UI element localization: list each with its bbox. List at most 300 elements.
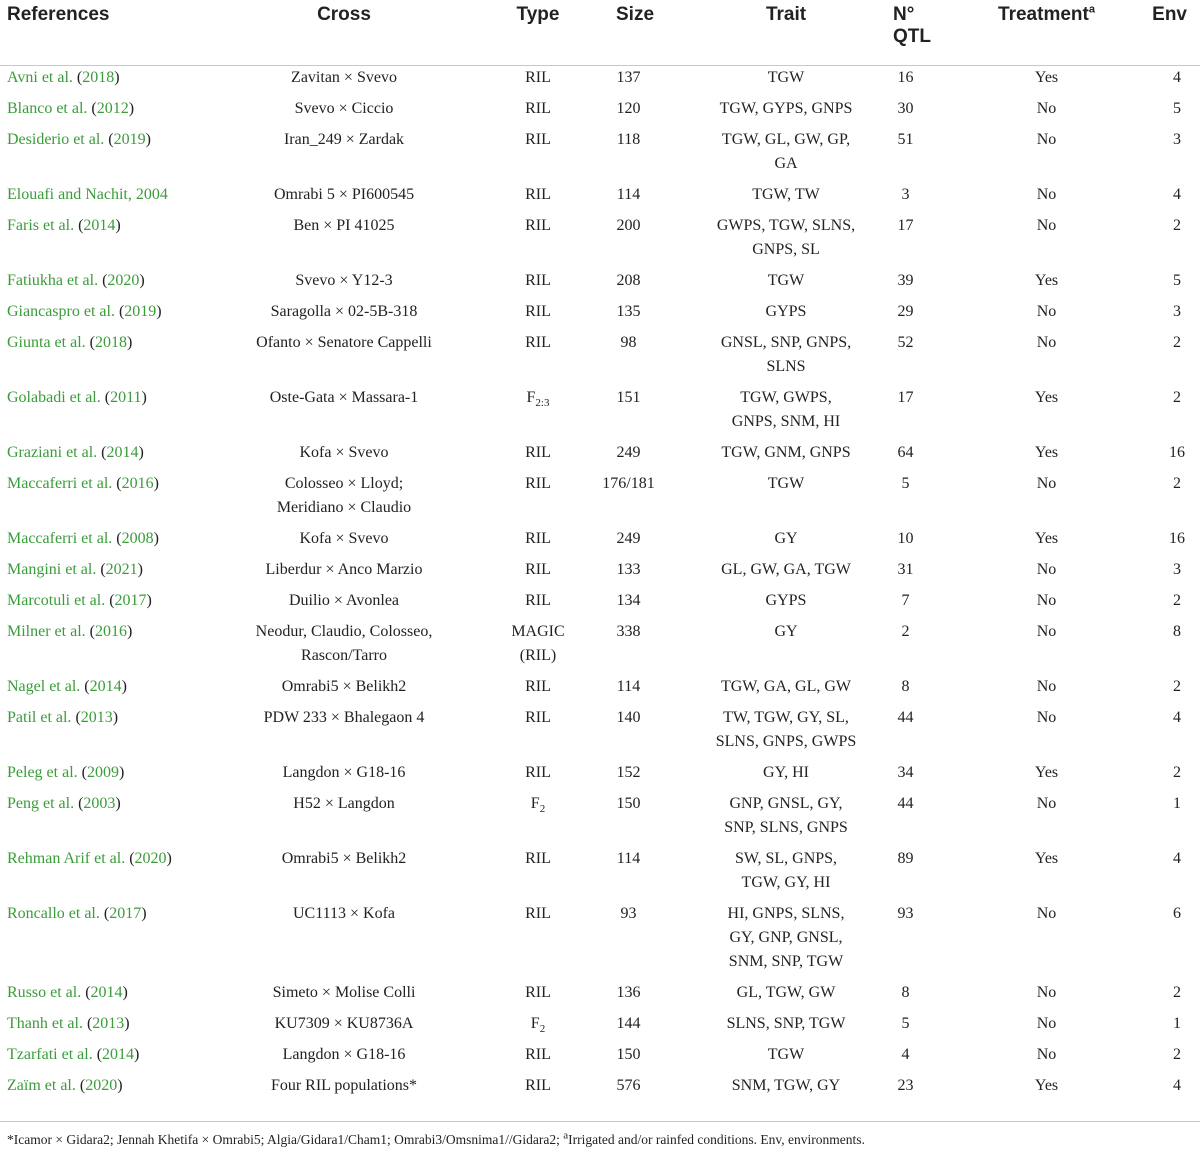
reference-authors: Mangini et al. — [7, 560, 97, 578]
paren-open: ( — [86, 1014, 93, 1032]
reference-cell — [0, 441, 228, 472]
size-cell: 576 — [616, 1076, 641, 1094]
trait-cell — [669, 675, 893, 706]
reference-year[interactable]: 2014 — [89, 677, 122, 695]
cell-line: F — [530, 794, 540, 812]
trait-cell — [669, 441, 893, 472]
env-cell: 8 — [1173, 622, 1181, 640]
cell-line: GA — [774, 154, 798, 172]
env-cell: 2 — [1173, 983, 1181, 1001]
header-size: Size — [616, 4, 655, 25]
reference-cell — [0, 97, 228, 128]
table-row — [0, 1012, 1200, 1043]
cell-line: RIL — [525, 185, 551, 203]
n-qtl-cell: 5 — [901, 1014, 910, 1032]
reference-link[interactable] — [7, 217, 121, 234]
table-row — [0, 792, 1200, 847]
reference-link[interactable] — [7, 709, 118, 726]
reference-authors: Milner et al. — [7, 622, 86, 640]
cell-line: Langdon × G18-16 — [282, 763, 406, 781]
reference-year[interactable]: 2020 — [85, 1076, 118, 1094]
cell-line: Ofanto × Senatore Cappelli — [256, 333, 432, 351]
cell-line: Liberdur × Anco Marzio — [265, 560, 423, 578]
cross-cell — [228, 792, 433, 847]
reference-year[interactable]: 2003 — [83, 794, 116, 812]
cell-line: RIL — [525, 216, 551, 234]
cell-line: F — [530, 1014, 540, 1032]
cross-cell — [228, 558, 433, 589]
paren-close: ) — [124, 1014, 130, 1032]
cell-line: RIL — [525, 1076, 551, 1094]
reference-year[interactable]: 2020 — [107, 271, 140, 289]
type-cell — [433, 472, 598, 527]
n-qtl-cell: 3 — [901, 185, 910, 203]
type-cell — [433, 847, 598, 902]
reference-link[interactable] — [7, 592, 152, 609]
env-cell: 1 — [1173, 1014, 1181, 1032]
trait-cell — [669, 902, 893, 981]
cell-line: Colosseo × Lloyd; — [284, 474, 404, 492]
reference-year[interactable]: 2013 — [80, 708, 113, 726]
reference-year[interactable]: 2018 — [82, 68, 115, 86]
cell-line: (RIL) — [519, 646, 557, 664]
n-qtl-cell: 52 — [897, 333, 914, 351]
treatment-cell: Yes — [1034, 443, 1059, 461]
table-row — [0, 472, 1200, 527]
n-qtl-cell: 39 — [897, 271, 914, 289]
type-cell — [433, 675, 598, 706]
size-cell: 133 — [616, 560, 641, 578]
cross-cell — [228, 183, 433, 214]
cross-cell — [228, 97, 433, 128]
reference-cell — [0, 386, 228, 441]
table-row — [0, 183, 1200, 214]
trait-cell — [669, 183, 893, 214]
n-qtl-cell: 4 — [901, 1045, 910, 1063]
cross-cell — [228, 675, 433, 706]
reference-year[interactable]: 2014 — [90, 983, 123, 1001]
cell-line: Simeto × Molise Colli — [272, 983, 416, 1001]
cell-line: GNPS, SNM, HI — [731, 412, 841, 430]
treatment-cell: Yes — [1034, 529, 1059, 547]
size-cell: 93 — [620, 904, 637, 922]
cell-line: Oste-Gata × Massara-1 — [269, 388, 419, 406]
paren-close: ) — [115, 794, 121, 812]
cross-cell — [228, 386, 433, 441]
cell-line: F — [526, 388, 536, 406]
cell-line: RIL — [525, 708, 551, 726]
reference-link[interactable] — [7, 1046, 139, 1063]
paren-close: ) — [139, 271, 145, 289]
paren-open: ( — [108, 130, 114, 148]
footnote-text-1: *Icamor × Gidara2; Jennah Khetifa × Omrabi5; Algia/Gidara1/Cham1; Omrabi3/Omsnima1//Gidara2; — [7, 1132, 564, 1147]
n-qtl-cell: 30 — [897, 99, 914, 117]
reference-link[interactable] — [7, 1077, 123, 1094]
env-cell: 4 — [1173, 708, 1181, 726]
cell-line: RIL — [525, 763, 551, 781]
paren-open: ( — [103, 904, 110, 922]
cross-cell — [228, 269, 433, 300]
reference-year[interactable]: 2017 — [109, 904, 142, 922]
env-cell: 2 — [1173, 474, 1181, 492]
cross-cell — [228, 761, 433, 792]
paren-open: ( — [91, 99, 97, 117]
cell-line: Langdon × G18-16 — [282, 1045, 406, 1063]
reference-link[interactable] — [7, 131, 151, 148]
cell-line: RIL — [525, 591, 551, 609]
paren-close: ) — [153, 529, 159, 547]
reference-cell — [0, 761, 228, 792]
reference-link[interactable] — [7, 272, 145, 289]
reference-year[interactable]: 2014 — [83, 216, 116, 234]
cell-line: Iran_249 × Zardak — [283, 130, 405, 148]
paren-open: ( — [76, 68, 83, 86]
reference-authors: Marcotuli et al. — [7, 591, 106, 609]
cell-line: TGW, GNM, GNPS — [721, 443, 851, 461]
reference-link[interactable] — [7, 795, 121, 812]
cross-cell — [228, 65, 433, 97]
size-cell: 249 — [616, 529, 641, 547]
reference-cell — [0, 1012, 228, 1043]
trait-cell — [669, 527, 893, 558]
reference-link[interactable] — [7, 623, 132, 640]
table-body — [0, 65, 1200, 1105]
paren-close: ) — [115, 216, 121, 234]
cell-line: HI, GNPS, SLNS, — [727, 904, 845, 922]
cell-line: Kofa × Svevo — [299, 529, 389, 547]
cell-line: RIL — [525, 904, 551, 922]
reference-year[interactable]: 2013 — [92, 1014, 125, 1032]
table-row — [0, 1074, 1200, 1105]
cell-line: RIL — [525, 849, 551, 867]
paren-close: ) — [141, 904, 147, 922]
reference-cell — [0, 1043, 228, 1074]
env-cell: 5 — [1173, 99, 1181, 117]
reference-cell — [0, 269, 228, 300]
reference-year[interactable]: 2012 — [96, 99, 129, 117]
size-cell: 134 — [616, 591, 641, 609]
reference-link[interactable] — [7, 530, 159, 547]
reference-link[interactable] — [7, 444, 144, 461]
cross-cell — [228, 128, 433, 183]
n-qtl-cell: 23 — [897, 1076, 914, 1094]
cell-line: SNP, SLNS, GNPS — [724, 818, 848, 836]
reference-year[interactable]: 2004 — [135, 185, 168, 203]
size-cell: 338 — [616, 622, 641, 640]
env-cell: 3 — [1173, 130, 1181, 148]
header-cross: Cross — [317, 4, 371, 25]
cross-cell — [228, 1043, 433, 1074]
trait-cell — [669, 97, 893, 128]
env-cell: 5 — [1173, 271, 1181, 289]
paren-close: ) — [126, 622, 133, 640]
header-n-qtl-line2: QTL — [893, 26, 931, 47]
trait-cell — [669, 589, 893, 620]
cell-line: Rascon/Tarro — [301, 646, 387, 664]
cell-line: RIL — [525, 99, 551, 117]
reference-link[interactable] — [7, 561, 143, 578]
footnote-text-2: Irrigated and/or rainfed conditions. Env, environments. — [568, 1132, 865, 1147]
treatment-cell: No — [1036, 677, 1057, 695]
treatment-cell: No — [1036, 794, 1057, 812]
cell-line: GWPS, TGW, SLNS, — [716, 216, 856, 234]
paren-close: ) — [138, 443, 144, 461]
type-cell — [433, 1074, 598, 1105]
size-cell: 249 — [616, 443, 641, 461]
type-cell — [433, 1012, 598, 1043]
cross-cell — [228, 331, 433, 386]
cross-cell — [228, 620, 433, 675]
reference-year[interactable]: 2021 — [105, 560, 138, 578]
type-cell — [433, 331, 598, 386]
trait-cell — [669, 761, 893, 792]
treatment-cell: Yes — [1034, 1076, 1059, 1094]
type-cell — [433, 792, 598, 847]
reference-year[interactable]: 2019 — [113, 130, 146, 148]
n-qtl-cell: 10 — [897, 529, 914, 547]
cell-line: RIL — [525, 271, 551, 289]
treatment-cell: Yes — [1034, 388, 1059, 406]
paren-close: ) — [122, 983, 128, 1001]
cell-line: SW, SL, GNPS, — [734, 849, 838, 867]
trait-cell — [669, 792, 893, 847]
paren-open: ( — [78, 216, 84, 234]
cell-line: RIL — [525, 983, 551, 1001]
reference-cell — [0, 902, 228, 981]
paren-close: ) — [146, 591, 152, 609]
reference-authors: Faris et al. — [7, 216, 75, 234]
table-row — [0, 1043, 1200, 1074]
paren-close: ) — [145, 130, 151, 148]
paren-open: ( — [116, 529, 122, 547]
reference-year[interactable]: 2009 — [86, 763, 119, 781]
trait-cell — [669, 269, 893, 300]
cell-line: TGW, GL, GW, GP, — [721, 130, 851, 148]
type-cell — [433, 620, 598, 675]
reference-cell — [0, 527, 228, 558]
reference-link[interactable] — [7, 303, 162, 320]
paren-open: ( — [89, 333, 95, 351]
n-qtl-cell: 2 — [901, 622, 910, 640]
type-cell — [433, 981, 598, 1012]
reference-cell — [0, 214, 228, 269]
type-cell — [433, 65, 598, 97]
trait-cell — [669, 331, 893, 386]
trait-cell — [669, 706, 893, 761]
cell-line: RIL — [525, 474, 551, 492]
reference-year[interactable]: 2014 — [102, 1045, 135, 1063]
paren-open: ( — [79, 1076, 86, 1094]
paren-close: ) — [141, 388, 147, 406]
treatment-cell: No — [1036, 708, 1057, 726]
cross-cell — [228, 706, 433, 761]
cell-line: TW, TGW, GY, SL, — [723, 708, 849, 726]
table-row — [0, 386, 1200, 441]
env-cell: 2 — [1173, 216, 1181, 234]
cell-line: RIL — [525, 677, 551, 695]
reference-year[interactable]: 2014 — [106, 443, 139, 461]
n-qtl-cell: 34 — [897, 763, 914, 781]
cell-line: Omrabi 5 × PI600545 — [273, 185, 415, 203]
paren-open: ( — [81, 763, 87, 781]
cell-line: TGW — [767, 1045, 805, 1063]
cell-line: Svevo × Ciccio — [294, 99, 394, 117]
reference-cell — [0, 183, 228, 214]
env-cell: 2 — [1173, 333, 1181, 351]
cell-line: MAGIC — [511, 622, 565, 640]
reference-link[interactable] — [7, 100, 134, 117]
table-header-row — [0, 0, 1200, 65]
paren-close: ) — [137, 560, 143, 578]
reference-year[interactable]: 2019 — [124, 302, 157, 320]
table-row — [0, 269, 1200, 300]
n-qtl-cell: 7 — [901, 591, 910, 609]
reference-year[interactable]: 2011 — [110, 388, 142, 406]
n-qtl-cell: 31 — [897, 560, 914, 578]
reference-cell — [0, 558, 228, 589]
table-row — [0, 981, 1200, 1012]
paren-open: ( — [78, 794, 84, 812]
reference-link[interactable] — [7, 389, 147, 406]
reference-authors: Nagel et al. — [7, 677, 81, 695]
cell-line: PDW 233 × Bhalegaon 4 — [263, 708, 425, 726]
reference-year[interactable]: 2017 — [114, 591, 147, 609]
reference-link[interactable] — [7, 69, 120, 86]
header-treatment-footnote-mark: a — [1088, 3, 1095, 16]
paren-close: ) — [112, 708, 119, 726]
n-qtl-cell: 17 — [897, 388, 914, 406]
cell-line: Zavitan × Svevo — [291, 68, 397, 86]
paren-close: ) — [117, 1076, 123, 1094]
paren-open: ( — [89, 622, 95, 640]
cross-cell — [228, 589, 433, 620]
table-row — [0, 589, 1200, 620]
header-n-qtl-line1: N° — [893, 4, 915, 25]
reference-link[interactable] — [7, 905, 147, 922]
reference-year[interactable]: 2018 — [94, 333, 127, 351]
n-qtl-cell: 17 — [897, 216, 914, 234]
paren-close: ) — [114, 68, 120, 86]
table-bottom-rule — [0, 1121, 1200, 1122]
treatment-cell: Yes — [1034, 763, 1059, 781]
size-cell: 137 — [616, 68, 641, 86]
reference-cell — [0, 300, 228, 331]
size-cell: 150 — [616, 1045, 641, 1063]
reference-authors: Rehman Arif et al. — [7, 849, 126, 867]
reference-authors: Thanh et al. — [7, 1014, 83, 1032]
paren-close: ) — [128, 99, 135, 117]
env-cell: 6 — [1173, 904, 1181, 922]
cell-line: RIL — [525, 333, 551, 351]
env-cell: 2 — [1173, 1045, 1181, 1063]
n-qtl-cell: 64 — [897, 443, 914, 461]
reference-cell — [0, 128, 228, 183]
env-cell: 16 — [1169, 529, 1185, 547]
reference-link[interactable] — [7, 984, 128, 1001]
table-row — [0, 675, 1200, 706]
paren-open: ( — [129, 849, 135, 867]
size-cell: 144 — [616, 1014, 641, 1032]
reference-authors: Maccaferri et al. — [7, 529, 113, 547]
type-cell — [433, 269, 598, 300]
reference-authors: Peng et al. — [7, 794, 75, 812]
cross-cell — [228, 1074, 433, 1105]
trait-cell — [669, 65, 893, 97]
reference-link[interactable] — [7, 850, 172, 867]
cell-line: Neodur, Claudio, Colosseo, — [255, 622, 433, 640]
size-cell: 200 — [616, 216, 641, 234]
trait-cell — [669, 558, 893, 589]
trait-cell — [669, 386, 893, 441]
cell-line: GY — [774, 622, 798, 640]
paren-close: ) — [121, 677, 127, 695]
reference-link[interactable] — [7, 764, 124, 781]
reference-authors: Blanco et al. — [7, 99, 88, 117]
reference-year[interactable]: 2008 — [121, 529, 154, 547]
reference-year[interactable]: 2016 — [94, 622, 127, 640]
trait-cell — [669, 981, 893, 1012]
cell-line: RIL — [525, 560, 551, 578]
cell-line: TGW, GYPS, GNPS — [719, 99, 853, 117]
type-cell — [433, 97, 598, 128]
type-cell — [433, 902, 598, 981]
reference-link[interactable] — [7, 186, 168, 203]
reference-authors: Elouafi and Nachit, — [7, 185, 132, 203]
reference-link[interactable] — [7, 678, 127, 695]
treatment-cell: No — [1036, 622, 1057, 640]
cell-line: TGW, GA, GL, GW — [720, 677, 852, 695]
reference-link[interactable] — [7, 475, 159, 492]
cell-line: Omrabi5 × Belikh2 — [281, 677, 407, 695]
cell-line: GY, HI — [763, 763, 809, 781]
type-subscript: 2 — [539, 1022, 546, 1035]
type-cell — [433, 214, 598, 269]
reference-link[interactable] — [7, 334, 132, 351]
env-cell: 16 — [1169, 443, 1185, 461]
paren-close: ) — [126, 333, 133, 351]
reference-year[interactable]: 2016 — [121, 474, 154, 492]
reference-authors: Zaïm et al. — [7, 1076, 76, 1094]
trait-cell — [669, 128, 893, 183]
table-row — [0, 706, 1200, 761]
paren-open: ( — [84, 677, 90, 695]
paren-open: ( — [109, 591, 115, 609]
cell-line: RIL — [525, 302, 551, 320]
cell-line: Ben × PI 41025 — [293, 216, 395, 234]
cell-line: Kofa × Svevo — [299, 443, 389, 461]
table-row — [0, 65, 1200, 97]
table-row — [0, 128, 1200, 183]
cell-line: GNSL, SNP, GNPS, — [720, 333, 852, 351]
env-cell: 4 — [1173, 185, 1181, 203]
reference-cell — [0, 706, 228, 761]
reference-link[interactable] — [7, 1015, 130, 1032]
cross-cell — [228, 847, 433, 902]
env-cell: 2 — [1173, 763, 1181, 781]
cell-line: Duilio × Avonlea — [288, 591, 400, 609]
reference-year[interactable]: 2020 — [134, 849, 167, 867]
paren-open: ( — [75, 708, 81, 726]
treatment-cell: Yes — [1034, 68, 1059, 86]
treatment-cell: No — [1036, 302, 1057, 320]
type-subscript: 2 — [539, 802, 546, 815]
cell-line: UC1113 × Kofa — [292, 904, 396, 922]
n-qtl-cell: 44 — [897, 708, 914, 726]
type-cell — [433, 527, 598, 558]
cell-line: TGW, GY, HI — [741, 873, 831, 891]
reference-authors: Russo et al. — [7, 983, 82, 1001]
reference-authors: Roncallo et al. — [7, 904, 100, 922]
